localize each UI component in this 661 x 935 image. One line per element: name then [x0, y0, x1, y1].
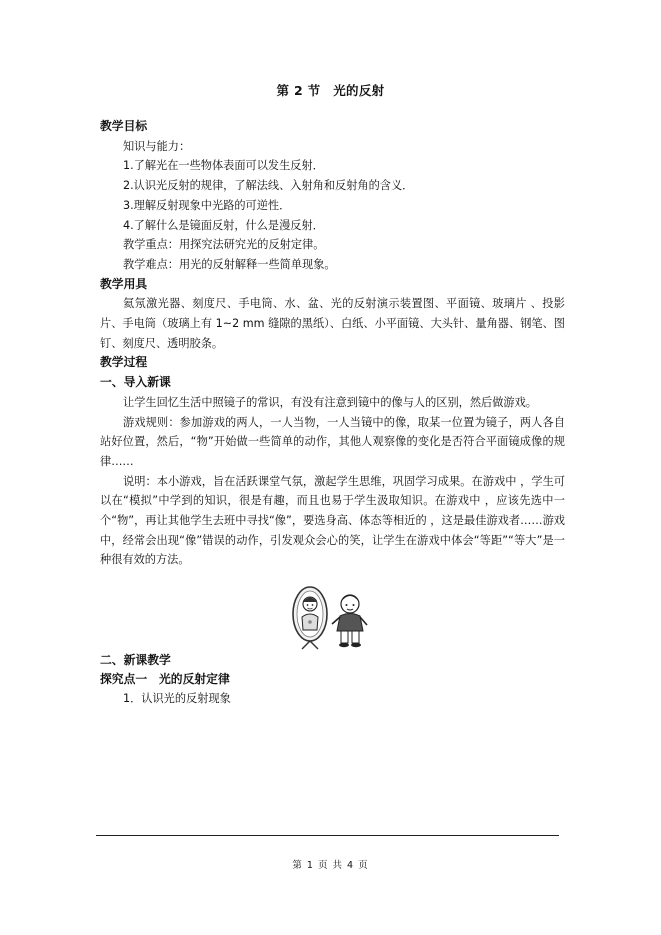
goals-heading: 教学目标: [100, 119, 148, 133]
tools-heading: 教学用具: [100, 276, 148, 291]
key-point: 教学重点：用探究法研究光的反射定律。: [123, 238, 325, 252]
footer-divider: [96, 835, 559, 836]
goal-item: 1.了解光在一些物体表面可以发生反射．: [123, 159, 324, 173]
goal-item: 2.认识光反射的规律，了解法线、入射角和反射角的含义．: [123, 179, 414, 193]
part1-heading: 一、导入新课: [100, 375, 171, 390]
explore-point-heading: 探究点一 光的反射定律: [100, 672, 230, 686]
mirror-game-illustration: [280, 584, 380, 650]
part2-heading: 二、新课教学: [100, 653, 171, 667]
goal-item: 4.了解什么是镜面反射，什么是漫反射．: [123, 218, 324, 232]
explanation-paragraph: 说明：本小游戏，旨在活跃课堂气氛，激起学生思维，巩固学习成果。在游戏中 ，学生可以在“模拟”中学到的知识，很是有趣，而且也易于学生汲取知识。在游戏中 ，应该先选中一个“物”，再让其他学生去班中寻找“像”，要选身高、体态等相近的 ，这是最佳游戏者……游戏中，经常会出现“像”错误的动作，引发观众会心的笑，让学生在游戏中体会“等距”“等大”是一种很有效的方法。: [100, 474, 565, 567]
mirror-illustration-svg: [280, 584, 380, 650]
process-heading: 教学过程: [100, 355, 148, 370]
intro-paragraph: 让学生回忆生活中照镜子的常识，有没有注意到镜中的像与人的区别，然后做游戏。: [123, 395, 537, 409]
game-rules-paragraph: 游戏规则：参加游戏的两人，一人当物，一人当镜中的像，取某一位置为镜子，两人各自站好位置，然后，“物”开始做一些简单的动作，其他人观察像的变化是否符合平面镜成像的规律……: [100, 415, 565, 468]
teaching-goals-section: [100, 117, 565, 570]
goal-item: 3.理解反射现象中光路的可逆性．: [123, 198, 291, 212]
page-number: 第 1 页 共 4 页: [292, 860, 369, 871]
difficult-point: 教学难点：用光的反射解释一些简单现象。: [123, 257, 336, 271]
page-title: 第 2 节 光的反射: [276, 83, 385, 98]
tools-text: 氦氖激光器、刻度尺、手电筒、水、盆、光的反射演示装置图、平面镜、玻璃片 、投影片、手电筒（玻璃上有 1~2 mm 缝隙的黑纸）、白纸、小平面镜、大头针、量角器、钢笔、图钉、刻度尺、透明胶条。: [100, 297, 565, 350]
goals-subheading: 知识与能力：: [123, 139, 191, 153]
new-lesson-section: [100, 651, 565, 708]
step1-text: 1．认识光的反射现象: [123, 692, 231, 705]
